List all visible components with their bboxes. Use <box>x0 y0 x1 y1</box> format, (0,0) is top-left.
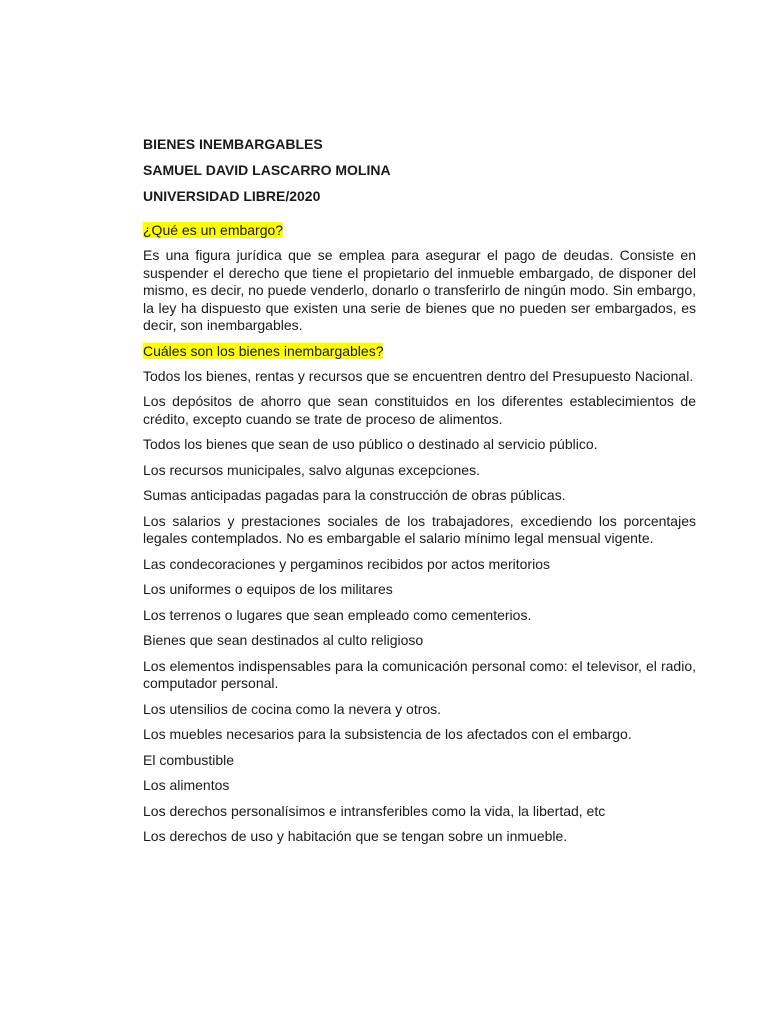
document-institution: UNIVERSIDAD LIBRE/2020 <box>143 188 321 204</box>
assets-list <box>143 368 696 846</box>
list-item: Sumas anticipadas pagadas para la construcción de obras públicas. <box>143 487 566 503</box>
question-what-is-embargo <box>143 222 696 239</box>
document-title: BIENES INEMBARGABLES <box>143 136 323 152</box>
list-item: Los utensilios de cocina como la nevera y otros. <box>143 700 442 717</box>
list-item: Los recursos municipales, salvo algunas excepciones. <box>143 461 480 478</box>
list-item: Los salarios y prestaciones sociales de los trabajadores, excediendo los porcentajes legales contemplados. No es embargable el salario mínimo legal mensual vigente. <box>143 512 696 546</box>
list-item: Los derechos de uso y habitación que se tengan sobre un inmueble. <box>143 828 568 844</box>
question-which-assets <box>143 343 696 360</box>
highlighted-question-2: Cuáles son los bienes inembargables? <box>143 342 384 359</box>
list-item: El combustible <box>143 751 235 768</box>
list-item: Las condecoraciones y pergaminos recibidos por actos meritorios <box>143 555 550 572</box>
list-item: Los alimentos <box>143 777 230 793</box>
list-item: Todos los bienes, rentas y recursos que se encuentren dentro del Presupuesto Nacional. <box>143 367 694 384</box>
document-header <box>143 135 696 205</box>
document-author: SAMUEL DAVID LASCARRO MOLINA <box>143 162 391 178</box>
answer-paragraph: Es una figura jurídica que se emplea para asegurar el pago de deudas. Consiste en suspender el derecho que tiene el propietario del inmueble embargado, de disponer del mismo, es decir, no puede venderlo, donarlo o transferirlo de ningún modo. Sin embargo, la ley ha dispuesto que existen una serie de bienes que no pueden ser embargados, es decir, son inembargables. <box>143 247 696 333</box>
list-item: Bienes que sean destinados al culto religioso <box>143 632 424 648</box>
list-item: Todos los bienes que sean de uso público o destinado al servicio público. <box>143 436 598 452</box>
list-item: Los uniformes o equipos de los militares <box>143 581 393 597</box>
list-item: Los muebles necesarios para la subsistencia de los afectados con el embargo. <box>143 726 632 742</box>
document-page <box>143 135 696 854</box>
list-item: Los elementos indispensables para la comunicación personal como: el televisor, el radio, computador personal. <box>143 657 696 691</box>
list-item: Los terrenos o lugares que sean empleado como cementerios. <box>143 606 532 623</box>
highlighted-question-1: ¿Qué es un embargo? <box>143 222 284 238</box>
list-item: Los derechos personalísimos e intransferibles como la vida, la libertad, etc <box>143 802 606 819</box>
list-item: Los depósitos de ahorro que sean constituidos en los diferentes establecimientos de crédito, excepto cuando se trate de proceso de alimentos. <box>143 393 696 427</box>
